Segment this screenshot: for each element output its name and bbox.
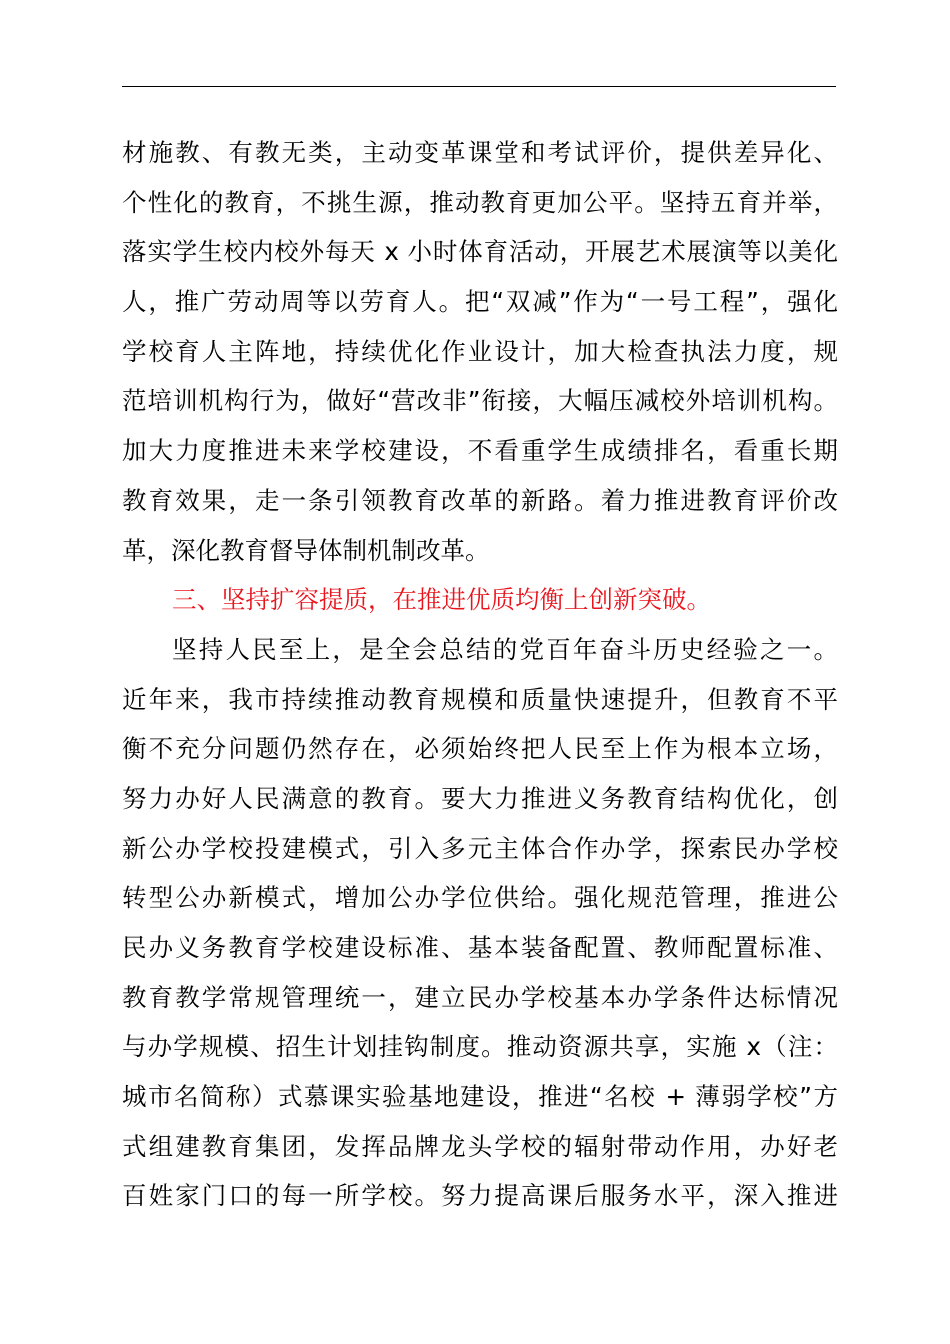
text-line: 学校育人主阵地，持续优化作业设计，加大检查执法力度，规 — [122, 336, 838, 366]
text-line: 落实学生校内校外每天 x 小时体育活动，开展艺术展演等以美化 — [122, 237, 838, 267]
text-line: 教育效果，走一条引领教育改革的新路。着力推进教育评价改 — [122, 485, 838, 515]
text-line: 衡不充分问题仍然存在，必须始终把人民至上作为根本立场， — [122, 734, 838, 764]
text-line: 教育教学常规管理统一，建立民办学校基本办学条件达标情况 — [122, 982, 838, 1012]
text-line: 民办义务教育学校建设标准、基本装备配置、教师配置标准、 — [122, 933, 838, 962]
text-line: 个性化的教育，不挑生源，推动教育更加公平。坚持五育并举， — [122, 187, 838, 217]
paragraph-section-three — [122, 625, 838, 1221]
text-line: 人，推广劳动周等以劳育人。把“双减”作为“一号工程”，强化 — [122, 287, 838, 317]
paragraph-continuation — [122, 128, 838, 575]
text-line: 式组建教育集团，发挥品牌龙头学校的辐射带动作用，办好老 — [122, 1131, 838, 1161]
text-line: 努力办好人民满意的教育。要大力推进义务教育结构优化，创 — [122, 783, 838, 813]
text-line: 材施教、有教无类，主动变革课堂和考试评价，提供差异化、 — [122, 138, 838, 167]
text-line: 新公办学校投建模式，引入多元主体合作办学，探索民办学校 — [122, 833, 838, 863]
text-line: 百姓家门口的每一所学校。努力提高课后服务水平，深入推进 — [122, 1181, 838, 1211]
document-body — [122, 128, 838, 1221]
section-heading: 三、坚持扩容提质，在推进优质均衡上创新突破。 — [172, 585, 711, 615]
text-line: 坚持人民至上，是全会总结的党百年奋斗历史经验之一。 — [172, 634, 838, 664]
text-line: 转型公办新模式，增加公办学位供给。强化规范管理，推进公 — [122, 883, 838, 913]
text-line: 加大力度推进未来学校建设，不看重学生成绩排名，看重长期 — [122, 436, 838, 466]
text-line: 城市名简称）式慕课实验基地建设，推进“名校 + 薄弱学校”方 — [122, 1082, 838, 1112]
text-line: 近年来，我市持续推动教育规模和质量快速提升，但教育不平 — [122, 684, 838, 714]
text-line: 与办学规模、招生计划挂钩制度。推动资源共享，实施 x（注： — [122, 1032, 838, 1062]
text-line: 革，深化教育督导体制机制改革。 — [122, 535, 490, 565]
header-rule — [122, 86, 836, 87]
text-line: 范培训机构行为，做好“营改非”衔接，大幅压减校外培训机构。 — [122, 386, 838, 416]
